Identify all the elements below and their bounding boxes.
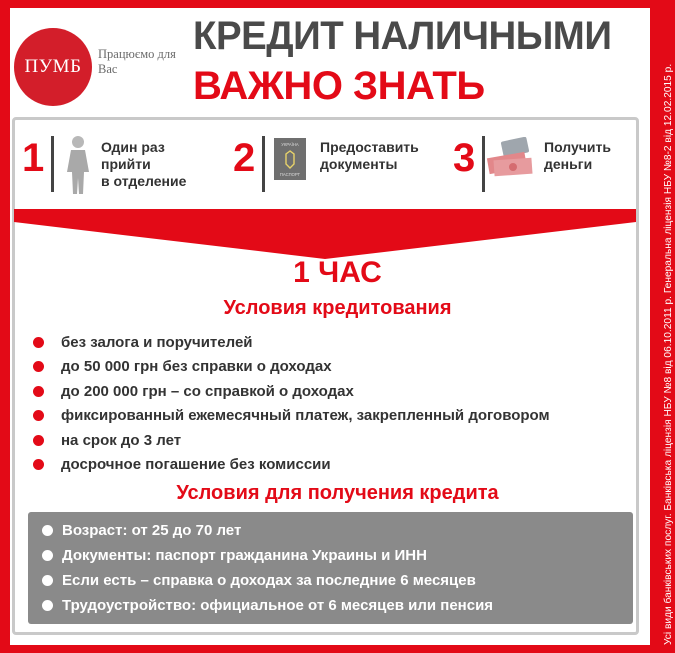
woman-figure-icon [62, 134, 94, 196]
step-3-number: 3 [453, 136, 476, 180]
list-item [42, 518, 633, 543]
bullet-icon [42, 550, 53, 561]
list-item-text: фиксированный ежемесячный платеж, закрепленный договором [61, 407, 550, 425]
list-item [33, 405, 550, 429]
passport-country-text: УКРАЇНА [281, 142, 299, 147]
list-item-text: до 50 000 грн без справки о доходах [61, 358, 332, 376]
step-1-text [101, 139, 186, 190]
bullet-icon [42, 600, 53, 611]
down-arrow-band [14, 199, 636, 259]
requirements-box [28, 512, 633, 624]
logo-text: ПУМБ [24, 56, 82, 77]
duration-heading: 1 ЧАС [293, 256, 382, 289]
step-3-text [544, 139, 611, 173]
bullet-icon [33, 459, 44, 470]
step-2-line-1: Предоставить [320, 139, 419, 155]
step-3-line-1: Получить [544, 139, 611, 155]
list-item-text: без залога и поручителей [61, 334, 253, 351]
list-item [42, 568, 633, 593]
conditions-title: Условия кредитования [223, 297, 452, 319]
cash-and-card-icon [486, 137, 536, 179]
bullet-icon [33, 361, 44, 372]
requirements-list [28, 512, 633, 618]
list-item [33, 332, 550, 356]
title-line-2: ВАЖНО ЗНАТЬ [193, 64, 485, 108]
list-item-text: Документы: паспорт гражданина Украины и ИНН [62, 547, 427, 564]
step-2-line-2: документы [320, 156, 398, 172]
requirements-title: Условия для получения кредита [176, 482, 499, 504]
step-1-line-2: прийти [101, 156, 151, 172]
list-item-text: на срок до 3 лет [61, 431, 182, 449]
step-1-divider [51, 136, 54, 192]
list-item [42, 543, 633, 568]
list-item [42, 593, 633, 618]
list-item-text: Если есть – справка о доходах за последние 6 месяцев [62, 572, 476, 589]
step-3-line-2: деньги [544, 156, 593, 172]
step-2-number: 2 [233, 136, 256, 180]
bullet-icon [33, 410, 44, 421]
step-3-divider [482, 136, 485, 192]
list-item [33, 430, 550, 454]
passport-icon [274, 138, 306, 180]
list-item [33, 454, 550, 478]
license-text: Усі види банківських послуг. Банківська ліцензія НБУ №8 від 06.10.2011 р. Генеральна ліцензія НБУ №8-2 від 12.02.2015 р. [663, 63, 674, 645]
step-1-line-1: Один раз [101, 139, 165, 155]
bullet-icon [42, 525, 53, 536]
bullet-icon [33, 435, 44, 446]
passport-label-text: ПАСПОРТ [279, 172, 301, 177]
step-2-text [320, 139, 419, 173]
bullet-icon [33, 337, 44, 348]
bullet-icon [42, 575, 53, 586]
list-item-text: Возраст: от 25 до 70 лет [62, 522, 242, 539]
step-1-line-3: в отделение [101, 173, 187, 189]
step-1-number: 1 [22, 136, 45, 180]
list-item-text: досрочное погашение без комиссии [61, 455, 331, 473]
list-item [33, 356, 550, 380]
bullet-icon [33, 386, 44, 397]
conditions-list [33, 332, 550, 478]
bank-logo [14, 28, 92, 106]
list-item [33, 381, 550, 405]
list-item-text: до 200 000 грн – со справкой о доходах [61, 382, 354, 400]
title-line-1: КРЕДИТ НАЛИЧНЫМИ [193, 14, 612, 58]
list-item-text: Трудоустройство: официальное от 6 месяцев или пенсия [62, 597, 494, 614]
tagline: Працюємо для Вас [98, 47, 176, 76]
step-2-divider [262, 136, 265, 192]
